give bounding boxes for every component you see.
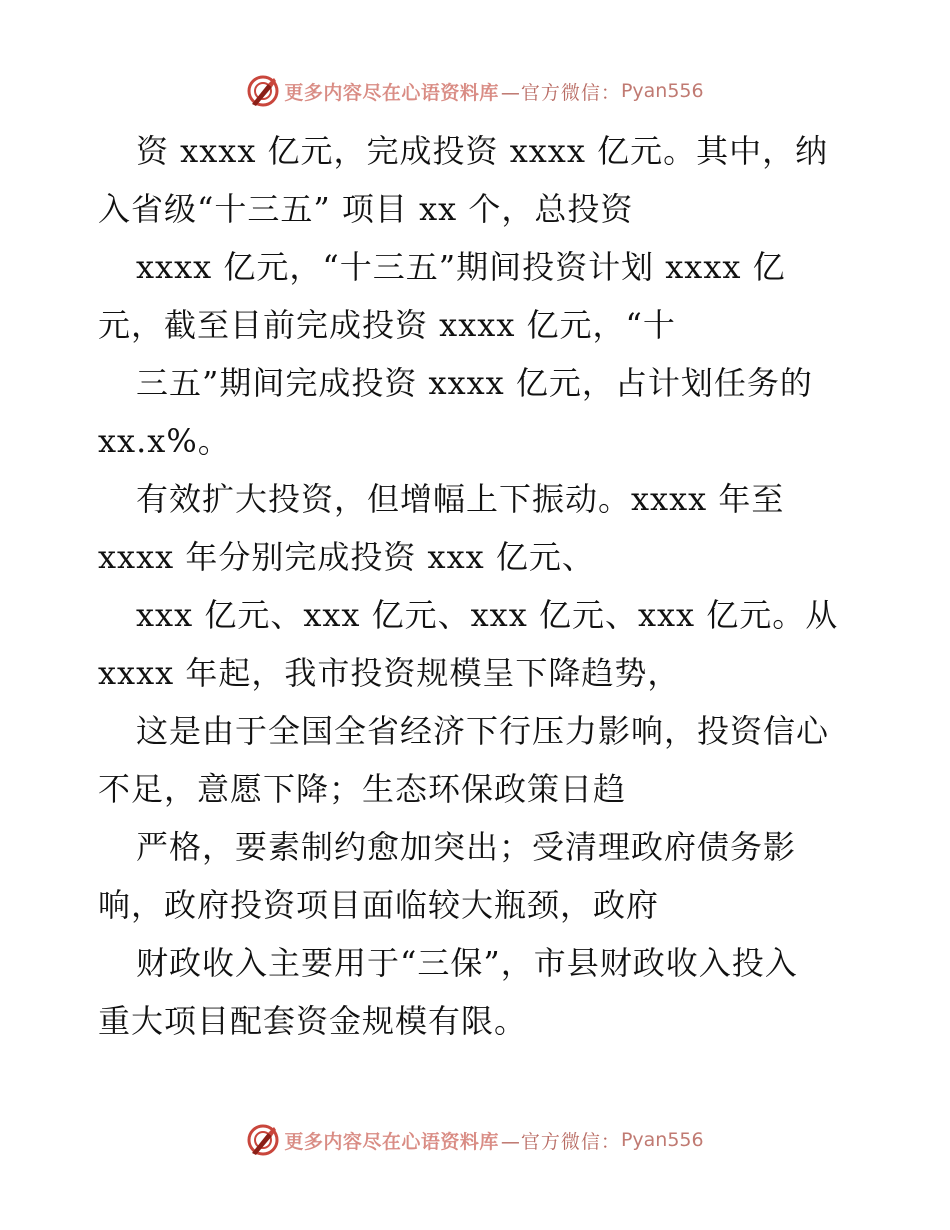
watermark-wechat-id: Pyan556 xyxy=(620,1129,704,1151)
header-watermark xyxy=(0,71,950,111)
paragraph-line: 三五”期间完成投资 xxxx 亿元，占计划任务的 xyxy=(136,364,813,402)
watermark-main-text: 更多内容尽在心语资料库 xyxy=(284,81,499,104)
paragraph-line: 财政收入主要用于“三保”，市县财政收入投入 xyxy=(136,944,798,982)
paragraph-line: 这是由于全国全省经济下行压力影响，投资信心 xyxy=(136,712,830,750)
pen-logo-icon xyxy=(246,74,280,108)
paragraph-line: xx.x%。 xyxy=(98,422,231,460)
watermark-main-text: 更多内容尽在心语资料库 xyxy=(284,1130,499,1153)
paragraph-line: xxxx 年起，我市投资规模呈下降趋势， xyxy=(98,654,681,692)
paragraph-line: 严格，要素制约愈加突出；受清理政府债务影 xyxy=(136,828,797,866)
paragraph-line: 响，政府投资项目面临较大瓶颈，政府 xyxy=(98,886,660,924)
paragraph-line: 资 xxxx 亿元，完成投资 xxxx 亿元。其中，纳 xyxy=(136,132,829,170)
paragraph-line: 入省级“十三五” 项目 xx 个，总投资 xyxy=(98,190,634,228)
paragraph-line: xxxx 年分别完成投资 xxx 亿元、 xyxy=(98,538,595,576)
pen-logo-icon xyxy=(246,1123,280,1157)
watermark-wechat-id: Pyan556 xyxy=(620,80,704,102)
footer-watermark xyxy=(0,1120,950,1160)
paragraph-line: 重大项目配套资金规模有限。 xyxy=(98,1002,528,1040)
paragraph-line: xxx 亿元、xxx 亿元、xxx 亿元、xxx 亿元。从 xyxy=(136,596,839,634)
watermark-separator-text: —官方微信： xyxy=(500,1130,621,1153)
watermark-separator-text: —官方微信： xyxy=(500,81,621,104)
paragraph-line: xxxx 亿元，“十三五”期间投资计划 xxxx 亿 xyxy=(136,248,786,286)
document-body xyxy=(98,122,858,1050)
paragraph-line: 元，截至目前完成投资 xxxx 亿元，“十 xyxy=(98,306,676,344)
paragraph-line: 有效扩大投资，但增幅上下振动。xxxx 年至 xyxy=(136,480,785,518)
paragraph-line: 不足，意愿下降；生态环保政策日趋 xyxy=(98,770,627,808)
